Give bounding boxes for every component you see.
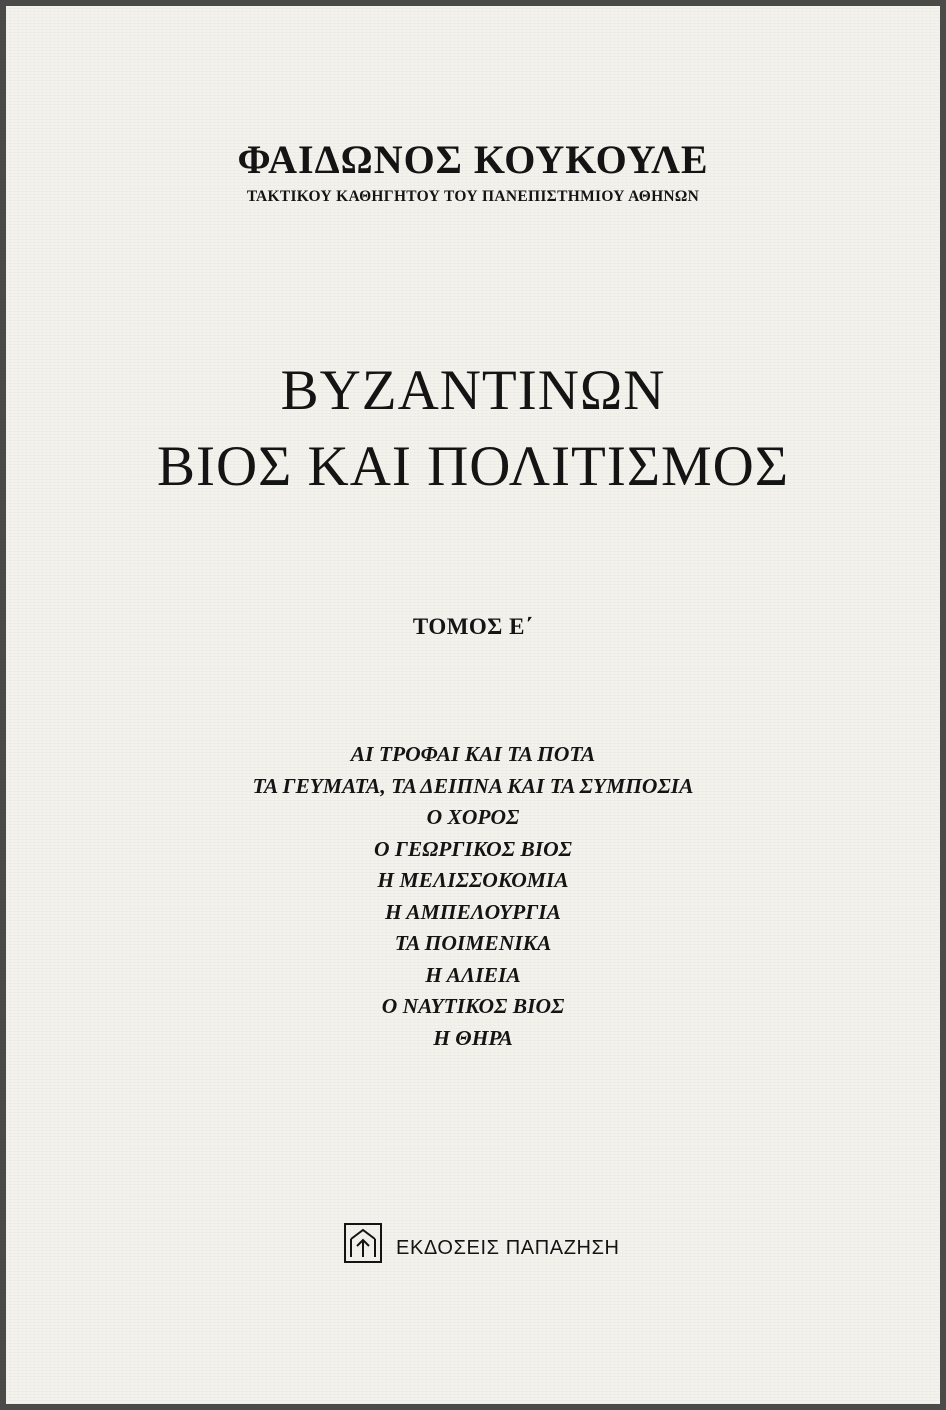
contents-list: [6, 739, 940, 1054]
house-arrow-logo-icon: [344, 1223, 382, 1263]
volume-label: ΤΟΜΟΣ Ε΄: [412, 614, 534, 639]
contents-item: Η ΑΜΠΕΛΟΥΡΓΙΑ: [384, 899, 562, 924]
publisher-block: [344, 1222, 620, 1264]
contents-item: ΤΑ ΓΕΥΜΑΤΑ, ΤΑ ΔΕΙΠΝΑ ΚΑΙ ΤΑ ΣΥΜΠΟΣΙΑ: [252, 773, 694, 798]
contents-item: Η ΑΛΙΕΙΑ: [425, 962, 521, 987]
publisher-name: ΕΚΔΟΣΕΙΣ ΠΑΠΑΖΗΣΗ: [396, 1236, 620, 1259]
author-name: ΦΑΙΔΩΝΟΣ ΚΟΥΚΟΥΛΕ: [237, 137, 709, 182]
author-title: ΤΑΚΤΙΚΟΥ ΚΑΘΗΓΗΤΟΥ ΤΟΥ ΠΑΝΕΠΙΣΤΗΜΙΟΥ ΑΘΗΝΩΝ: [246, 188, 700, 205]
contents-item: ΑΙ ΤΡΟΦΑΙ ΚΑΙ ΤΑ ΠΟΤΑ: [350, 742, 596, 766]
book-cover: [6, 6, 940, 1404]
contents-item: Ο ΧΟΡΟΣ: [426, 805, 520, 829]
book-title-line-1: ΒΥΖΑΝΤΙΝΩΝ: [280, 359, 666, 422]
contents-item: Ο ΓΕΩΡΓΙΚΟΣ ΒΙΟΣ: [374, 836, 572, 861]
contents-item: Η ΜΕΛΙΣΣΟΚΟΜΙΑ: [377, 868, 569, 892]
book-title-line-2: ΒΙΟΣ ΚΑΙ ΠΟΛΙΤΙΣΜΟΣ: [156, 435, 790, 498]
contents-item: Η ΘΗΡΑ: [433, 1025, 513, 1050]
contents-item: Ο ΝΑΥΤΙΚΟΣ ΒΙΟΣ: [381, 994, 565, 1018]
contents-item: ΤΑ ΠΟΙΜΕΝΙΚΑ: [394, 931, 552, 955]
